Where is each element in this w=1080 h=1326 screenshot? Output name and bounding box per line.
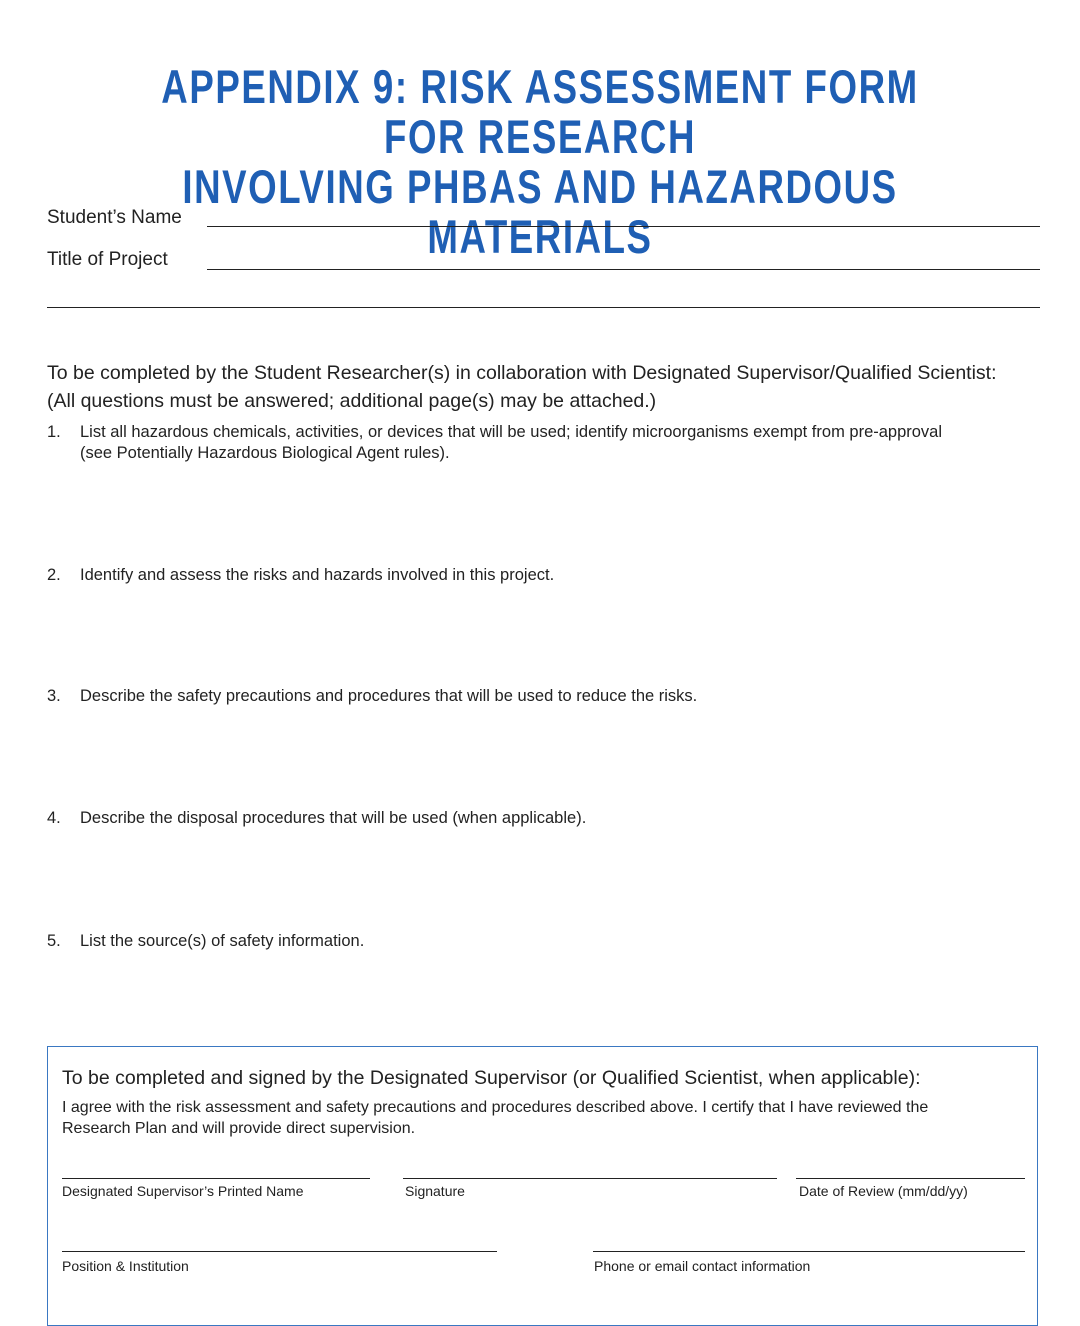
instructions-line-1: To be completed by the Student Researcher(s) in collaboration with Designated Supervisor/Qualified Scientist: (47, 362, 997, 384)
printed-name-label: Designated Supervisor’s Printed Name (62, 1183, 304, 1199)
question-number: 3. (47, 687, 61, 705)
supervisor-statement-line-1: I agree with the risk assessment and safety precautions and procedures described above. I certify that I have reviewed the (62, 1099, 929, 1116)
student-name-label: Student’s Name (47, 207, 182, 228)
supervisor-heading: To be completed and signed by the Designated Supervisor (or Qualified Scientist, when applicable): (62, 1067, 921, 1089)
supervisor-statement (62, 1097, 928, 1139)
question-number: 5. (47, 932, 61, 950)
project-title-field-continued[interactable] (47, 307, 1040, 308)
question-text: Describe the safety precautions and procedures that will be used to reduce the risks. (80, 687, 698, 705)
student-name-field[interactable] (207, 226, 1040, 227)
position-institution-label: Position & Institution (62, 1258, 189, 1274)
question-text: Describe the disposal procedures that will be used (when applicable). (80, 809, 587, 827)
supervisor-statement-line-2: Research Plan and will provide direct supervision. (62, 1120, 416, 1137)
contact-info-label: Phone or email contact information (594, 1258, 811, 1274)
review-date-label: Date of Review (mm/dd/yy) (799, 1183, 968, 1199)
question-text: Identify and assess the risks and hazards involved in this project. (80, 566, 555, 584)
question-text: List the source(s) of safety information. (80, 932, 365, 950)
question-number: 1. (47, 423, 61, 441)
question-number: 2. (47, 566, 61, 584)
contact-info-field[interactable] (593, 1251, 1025, 1252)
printed-name-field[interactable] (62, 1178, 370, 1179)
page-title-line-2: INVOLVING PHBAS AND HAZARDOUS MATERIALS (182, 160, 898, 263)
position-institution-field[interactable] (62, 1251, 497, 1252)
review-date-field[interactable] (796, 1178, 1025, 1179)
signature-field[interactable] (403, 1178, 777, 1179)
question-text: List all hazardous chemicals, activities, or devices that will be used; identify microorganisms exempt from pre-approval (80, 423, 943, 441)
question-text-continued: (see Potentially Hazardous Biological Agent rules). (80, 444, 450, 462)
page-title (119, 62, 961, 262)
project-title-field[interactable] (207, 269, 1040, 270)
instructions (47, 359, 1047, 415)
supervisor-section (47, 1046, 1038, 1326)
project-title-label: Title of Project (47, 249, 168, 270)
page-title-line-1: APPENDIX 9: RISK ASSESSMENT FORM FOR RESEARCH (161, 60, 919, 163)
instructions-line-2: (All questions must be answered; additional page(s) may be attached.) (47, 390, 657, 412)
signature-label: Signature (405, 1183, 465, 1199)
question-number: 4. (47, 809, 61, 827)
